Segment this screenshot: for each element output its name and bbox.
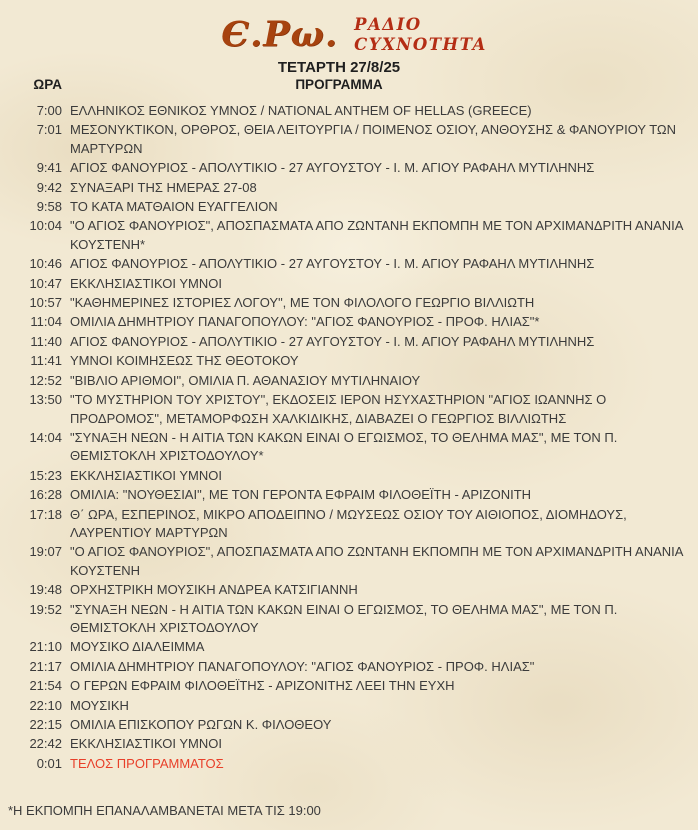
schedule-row-program: ΥΜΝΟΙ ΚΟΙΜΗΣΕΩΣ ΤΗΣ ΘΕΟΤΟΚΟΥ — [70, 353, 299, 369]
schedule-row-time: 17:18 — [29, 506, 62, 522]
schedule-row-program: ΣΥΝΑΞΑΡΙ ΤΗΣ ΗΜΕΡΑΣ 27-08 — [70, 179, 257, 195]
schedule-row-program: "ΣΥΝΑΞΗ ΝΕΩΝ - Η ΑΙΤΙΑ ΤΩΝ ΚΑΚΩΝ ΕΙΝΑΙ Ο ΕΓΩΙΣΜΟΣ, ΤΟ ΘΕΛΗΜΑ ΜΑΣ", ΜΕ ΤΟΝ Π. ΘΕΜΙΣΤΟΚΛΗ ΧΡΙΣΤΟΔΟΥΛΟΥ — [70, 601, 618, 635]
schedule-row — [0, 372, 698, 390]
schedule-row — [0, 638, 698, 656]
schedule-row-time: 19:48 — [29, 582, 62, 598]
schedule-row — [0, 333, 698, 351]
schedule-row — [0, 391, 698, 428]
time-column-header: ΩΡΑ — [33, 77, 62, 92]
schedule-row-program: ΑΓΙΟΣ ΦΑΝΟΥΡΙΟΣ - ΑΠΟΛΥΤΙΚΙΟ - 27 ΑΥΓΟΥΣΤΟΥ - Ι. Μ. ΑΓΙΟΥ ΡΑΦΑΗΛ ΜΥΤΙΛΗΝΗΣ — [70, 333, 595, 349]
schedule-row-time: 9:42 — [36, 179, 62, 195]
schedule-row — [0, 735, 698, 753]
repeat-broadcast-note: *Η ΕΚΠΟΜΠΗ ΕΠΑΝΑΛΑΜΒΑΝΕΤΑΙ ΜΕΤΑ ΤΙΣ 19:00 — [8, 803, 321, 818]
schedule-row-program: Θ΄ ΩΡΑ, ΕΣΠΕΡΙΝΟΣ, ΜΙΚΡΟ ΑΠΟΔΕΙΠΝΟ / ΜΩΥΣΕΩΣ ΟΣΙΟΥ ΤΟΥ ΑΙΘΙΟΠΟΣ, ΔΙΟΜΗΔΟΥΣ, ΛΑΥΡΕΝΤΙΟΥ ΜΑΡΤΥΡΩΝ — [70, 506, 627, 540]
program-rows — [0, 102, 698, 773]
schedule-row-time: 7:01 — [36, 122, 62, 138]
schedule-row-program: ΟΜΙΛΙΑ: "ΝΟΥΘΕΣΙΑΙ", ΜΕ ΤΟΝ ΓΕΡΟΝΤΑ ΕΦΡΑΙΜ ΦΙΛΟΘΕΪΤΗ - ΑΡΙΖΟΝΙΤΗ — [70, 487, 532, 503]
schedule-row-program: ΤΟ ΚΑΤΑ ΜΑΤΘΑΙΟΝ ΕΥΑΓΓΕΛΙΟΝ — [70, 199, 278, 215]
schedule-row-program: "Ο ΑΓΙΟΣ ΦΑΝΟΥΡΙΟΣ", ΑΠΟΣΠΑΣΜΑΤΑ ΑΠΟ ΖΩΝΤΑΝΗ ΕΚΠΟΜΠΗ ΜΕ ΤΟΝ ΑΡΧΙΜΑΝΔΡΙΤΗ ΑΝΑΝΙΑ ΚΟΥΣΤΕΝΗ* — [70, 218, 683, 252]
schedule-row-time: 19:52 — [29, 601, 62, 617]
schedule-row — [0, 506, 698, 543]
schedule-row-time: 10:04 — [29, 218, 62, 234]
schedule-row-time: 22:15 — [29, 717, 62, 732]
schedule-row — [0, 198, 698, 216]
schedule-row-program: ΤΕΛΟΣ ΠΡΟΓΡΑΜΜΑΤΟΣ — [70, 755, 224, 771]
schedule-row — [0, 294, 698, 312]
schedule-row-program: ΕΛΛΗΝΙΚΟΣ ΕΘΝΙΚΟΣ ΥΜΝΟΣ / NATIONAL ANTHEM OF HELLAS (GREECE) — [70, 103, 532, 118]
schedule-row — [0, 352, 698, 370]
schedule-row-time: 12:52 — [29, 372, 62, 388]
schedule-row — [0, 102, 698, 120]
schedule-column-headers — [0, 77, 698, 96]
schedule-row — [0, 697, 698, 715]
schedule-row — [0, 755, 698, 773]
schedule-row-time: 16:28 — [29, 487, 62, 503]
schedule-row-program: ΟΡΧΗΣΤΡΙΚΗ ΜΟΥΣΙΚΗ ΑΝΔΡΕΑ ΚΑΤΣΙΓΙΑΝΝΗ — [70, 582, 358, 598]
schedule-row — [0, 159, 698, 177]
schedule-row — [0, 581, 698, 599]
station-name — [354, 15, 487, 55]
schedule-row-program: ΑΓΙΟΣ ΦΑΝΟΥΡΙΟΣ - ΑΠΟΛΥΤΙΚΙΟ - 27 ΑΥΓΟΥΣΤΟΥ - Ι. Μ. ΑΓΙΟΥ ΡΑΦΑΗΛ ΜΥΤΙΛΗΝΗΣ — [70, 256, 595, 272]
schedule-row-program: Ο ΓΕΡΩΝ ΕΦΡΑΙΜ ΦΙΛΟΘΕΪΤΗΣ - ΑΡΙΖΟΝΙΤΗΣ ΛΕΕΙ ΤΗΝ ΕΥΧΗ — [70, 678, 455, 694]
station-name-line1: ΡΑΔΙΟ — [354, 14, 422, 34]
schedule-row-program: ΜΟΥΣΙΚΗ — [70, 697, 129, 713]
schedule-row — [0, 255, 698, 273]
schedule-row — [0, 601, 698, 638]
schedule-row — [0, 429, 698, 466]
schedule-row-program: ΟΜΙΛΙΑ ΔΗΜΗΤΡΙΟΥ ΠΑΝΑΓΟΠΟΥΛΟΥ: "ΑΓΙΟΣ ΦΑΝΟΥΡΙΟΣ - ΠΡΟΦ. ΗΛΙΑΣ"* — [70, 314, 540, 330]
schedule-row-program: ΕΚΚΛΗΣΙΑΣΤΙΚΟΙ ΥΜΝΟΙ — [70, 467, 222, 483]
schedule-row-program: "ΒΙΒΛΙΟ ΑΡΙΘΜΟΙ", ΟΜΙΛΙΑ Π. ΑΘΑΝΑΣΙΟΥ ΜΥΤΙΛΗΝΑΙΟΥ — [70, 372, 421, 388]
schedule-row-time: 9:58 — [36, 199, 62, 215]
schedule-row — [0, 275, 698, 293]
schedule-row-time: 22:42 — [29, 736, 62, 752]
schedule-row-program: ΜΟΥΣΙΚΟ ΔΙΑΛΕΙΜΜΑ — [70, 639, 205, 655]
schedule-row — [0, 716, 698, 734]
schedule-row-time: 21:17 — [29, 658, 62, 674]
schedule-row-time: 21:54 — [29, 678, 62, 694]
schedule-row-program: ΟΜΙΛΙΑ ΕΠΙΣΚΟΠΟΥ ΡΩΓΩΝ Κ. ΦΙΛΟΘΕΟΥ — [70, 717, 332, 732]
schedule-row-program: "ΚΑΘΗΜΕΡΙΝΕΣ ΙΣΤΟΡΙΕΣ ΛΟΓΟΥ", ΜΕ ΤΟΝ ΦΙΛΟΛΟΓΟ ΓΕΩΡΓΙΟ ΒΙΛΛΙΩΤΗ — [70, 295, 535, 311]
schedule-row-time: 11:04 — [30, 314, 62, 330]
schedule-row — [0, 486, 698, 504]
schedule-row-time: 11:40 — [30, 333, 62, 349]
station-logo — [10, 14, 698, 55]
schedule-date-title: ΤΕΤΑΡΤΗ 27/8/25 — [277, 59, 401, 76]
schedule-row-program: "ΤΟ ΜΥΣΤΗΡΙΟΝ ΤΟΥ ΧΡΙΣΤΟΥ", ΕΚΔΟΣΕΙΣ ΙΕΡΟΝ ΗΣΥΧΑΣΤΗΡΙΟΝ "ΑΓΙΟΣ ΙΩΑΝΝΗΣ Ο ΠΡΟΔΡΟΜΟΣ", ΜΕΤΑΜΟΡΦΩΣΗ ΧΑΛΚΙΔΙΚΗΣ, ΔΙΑΒΑΖΕΙ Ο ΓΕΩΡΓΙΟΣ ΒΙΛΛΙΩΤΗΣ — [70, 392, 607, 426]
schedule-row-program: ΕΚΚΛΗΣΙΑΣΤΙΚΟΙ ΥΜΝΟΙ — [70, 275, 222, 291]
schedule-row-time: 14:04 — [29, 429, 62, 445]
schedule-row-program: ΑΓΙΟΣ ΦΑΝΟΥΡΙΟΣ - ΑΠΟΛΥΤΙΚΙΟ - 27 ΑΥΓΟΥΣΤΟΥ - Ι. Μ. ΑΓΙΟΥ ΡΑΦΑΗΛ ΜΥΤΙΛΗΝΗΣ — [70, 160, 595, 176]
schedule-row-time: 11:41 — [30, 353, 62, 369]
schedule-row-time: 7:00 — [36, 103, 62, 118]
schedule-row-time: 19:07 — [29, 544, 62, 560]
schedule-row-program: ΟΜΙΛΙΑ ΔΗΜΗΤΡΙΟΥ ΠΑΝΑΓΟΠΟΥΛΟΥ: "ΑΓΙΟΣ ΦΑΝΟΥΡΙΟΣ - ΠΡΟΦ. ΗΛΙΑΣ" — [70, 658, 535, 674]
schedule-row-time: 21:10 — [29, 639, 62, 655]
schedule-row — [0, 658, 698, 676]
schedule-row — [0, 217, 698, 254]
schedule-row — [0, 543, 698, 580]
schedule-row-time: 10:47 — [29, 275, 62, 291]
station-name-line2: CYXNOTHTA — [354, 34, 487, 54]
schedule-row-time: 10:57 — [29, 295, 62, 311]
schedule-row-time: 22:10 — [29, 697, 62, 713]
schedule-row-program: "ΣΥΝΑΞΗ ΝΕΩΝ - Η ΑΙΤΙΑ ΤΩΝ ΚΑΚΩΝ ΕΙΝΑΙ Ο ΕΓΩΙΣΜΟΣ, ΤΟ ΘΕΛΗΜΑ ΜΑΣ", ΜΕ ΤΟΝ Π. ΘΕΜΙΣΤΟΚΛΗ ΧΡΙΣΤΟΔΟΥΛΟΥ* — [70, 429, 618, 464]
schedule-row-time: 15:23 — [29, 467, 62, 483]
schedule-row-time: 9:41 — [36, 160, 62, 176]
schedule-row — [0, 677, 698, 695]
schedule-row-program: ΕΚΚΛΗΣΙΑΣΤΙΚΟΙ ΥΜΝΟΙ — [70, 736, 222, 752]
schedule-row-time: 0:01 — [36, 755, 62, 771]
schedule-row — [0, 313, 698, 331]
schedule-row-time: 10:46 — [29, 256, 62, 272]
schedule-row — [0, 179, 698, 197]
schedule-row-time: 13:50 — [29, 392, 62, 408]
program-column-header: ΠΡΟΓΡΑΜΜΑ — [295, 77, 383, 92]
schedule-row-program: ΜΕΣΟΝΥΚΤΙΚΟΝ, ΟΡΘΡΟΣ, ΘΕΙΑ ΛΕΙΤΟΥΡΓΙΑ / ΠΟΙΜΕΝΟΣ ΟΣΙΟΥ, ΑΝΘΟΥΣΗΣ & ΦΑΝΟΥΡΙΟΥ ΤΩΝ ΜΑΡΤΥΡΩΝ — [70, 122, 677, 156]
schedule-row — [0, 121, 698, 158]
schedule-row — [0, 467, 698, 485]
schedule-row-program: "Ο ΑΓΙΟΣ ΦΑΝΟΥΡΙΟΣ", ΑΠΟΣΠΑΣΜΑΤΑ ΑΠΟ ΖΩΝΤΑΝΗ ΕΚΠΟΜΠΗ ΜΕ ΤΟΝ ΑΡΧΙΜΑΝΔΡΙΤΗ ΑΝΑΝΙΑ ΚΟΥΣΤΕΝΗ — [70, 544, 683, 578]
station-logo-script: Є.Ρω. — [221, 14, 339, 55]
